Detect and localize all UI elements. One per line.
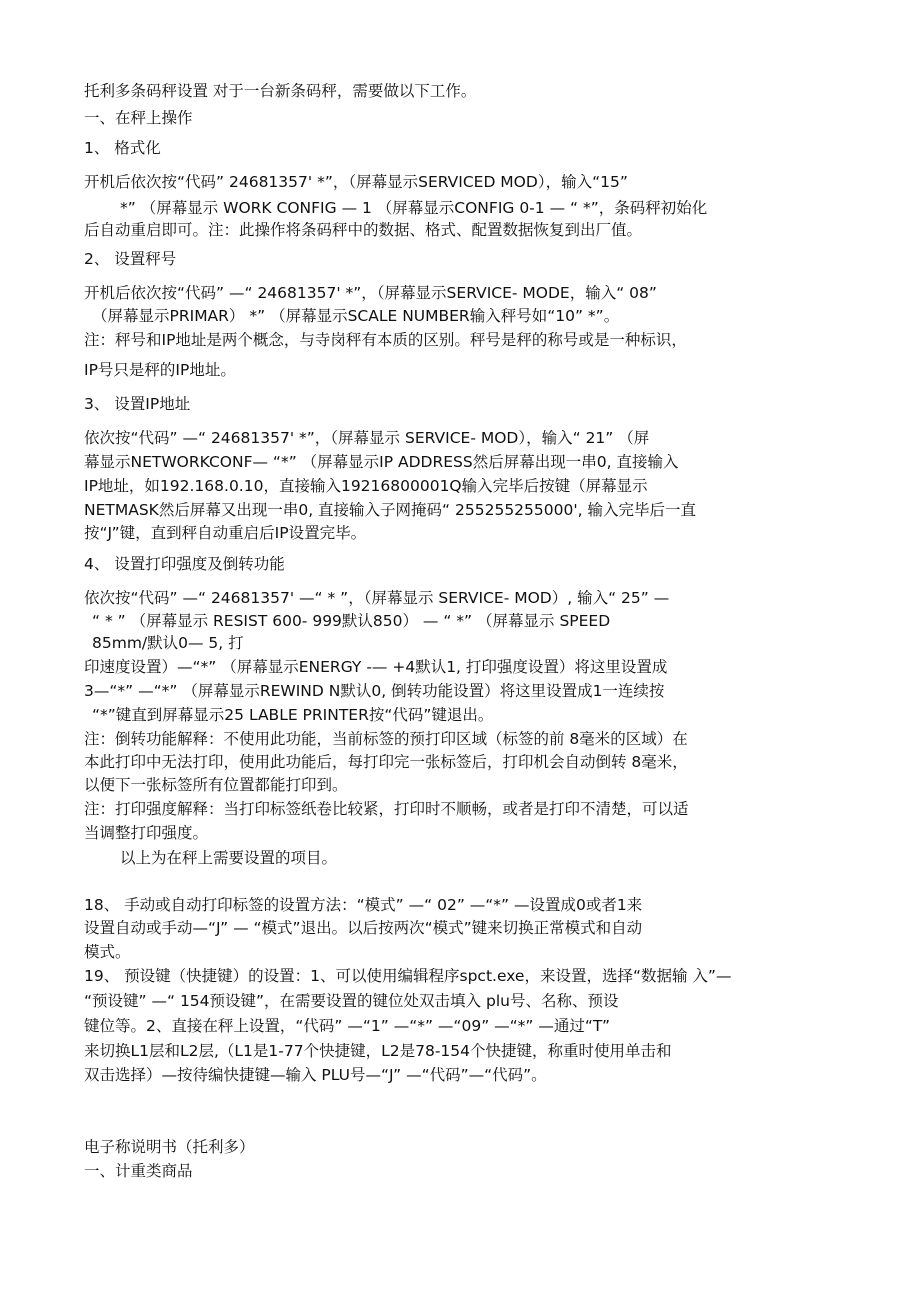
ip-line: IP地址，如192.168.0.10，直接输入19216800001Q输入完毕后按键（屏幕显示: [84, 477, 648, 495]
scale-number-line: IP号只是秤的IP地址。: [84, 361, 236, 379]
item19-line: 双击选择）—按待编快捷键—输入 PLU号—“J” —“代码”—“代码”。: [84, 1066, 547, 1084]
item-heading-print: 4、 设置打印强度及倒转功能: [84, 555, 285, 573]
manual-title: 电子称说明书（托利多）: [84, 1138, 255, 1156]
item19-line: 19、 预设键（快捷键）的设置：1、可以使用编辑程序spct.exe，来设置，选择“数据输 入”—: [84, 967, 732, 985]
note-line: 注：打印强度解释：当打印标签纸卷比较紧，打印时不顺畅，或者是打印不清楚，可以适: [84, 800, 689, 818]
scale-number-line: 开机后依次按“代码” —“ 24681357' *”，（屏幕显示SERVICE- MODE，输入“ 08”: [84, 284, 657, 302]
item19-line: 键位等。2、直接在秤上设置，“代码” —“1” —“*” —“09” —“*” —通过“T”: [84, 1017, 611, 1035]
format-line: 后自动重启即可。注：此操作将条码秤中的数据、格式、配置数据恢复到出厂值。: [84, 221, 643, 239]
format-line: *” （屏幕显示 WORK CONFIG — 1 （屏幕显示CONFIG 0-1 — “ *”，条码秤初始化: [120, 199, 708, 217]
item19-line: 来切换L1层和L2层,（L1是1-77个快捷键，L2是78-154个快捷键，称重时使用单击和: [84, 1042, 672, 1060]
print-line: 85mm/默认0— 5, 打: [92, 634, 244, 652]
item-heading-ip: 3、 设置IP地址: [84, 395, 191, 413]
print-line: 依次按“代码” —“ 24681357' —“ * ”，（屏幕显示 SERVICE- MOD）, 输入“ 25” —: [84, 589, 670, 607]
item19-line: “预设键” —“ 154预设键”，在需要设置的键位处双击填入 plu号、名称、预设: [84, 992, 619, 1010]
doc-title: 托利多条码秤设置 对于一台新条码秤，需要做以下工作。: [84, 82, 477, 100]
scale-number-line: （屏幕显示PRIMAR） *” （屏幕显示SCALE NUMBER输入秤号如“10” *”。: [92, 307, 620, 325]
summary-line: 以上为在秤上需要设置的项目。: [120, 849, 338, 867]
ip-line: 幕显示NETWORKCONF— “*” （屏幕显示IP ADDRESS然后屏幕出现一串0, 直接输入: [84, 453, 679, 471]
ip-line: NETMASK然后屏幕又出现一串0, 直接输入子网掩码“ 255255255000', 输入完毕后一直: [84, 501, 696, 519]
format-line: 开机后依次按“代码” 24681357' *”，（屏幕显示SERVICED MOD），输入“15”: [84, 173, 628, 191]
print-line: 3—“*” —“*” （屏幕显示REWIND N默认0, 倒转功能设置）将这里设置成1一连续按: [84, 682, 665, 700]
note-line: 当调整打印强度。: [84, 824, 209, 842]
note-line: 以便下一张标签所有位置都能打印到。: [84, 776, 348, 794]
manual-section-heading: 一、计重类商品: [84, 1162, 193, 1180]
item18-line: 设置自动或手动—“J” — “模式”退出。以后按两次“模式”键来切换正常模式和自动: [84, 919, 643, 937]
item18-line: 模式。: [84, 943, 131, 961]
item-heading-format: 1、 格式化: [84, 139, 161, 157]
print-line: “ * ” （屏幕显示 RESIST 600- 999默认850） — “ *” （屏幕显示 SPEED: [92, 612, 611, 630]
section-heading-1: 一、在秤上操作: [84, 109, 193, 127]
print-line: “*”键直到屏幕显示25 LABLE PRINTER按“代码”键退出。: [92, 706, 494, 724]
ip-line: 依次按“代码” —“ 24681357' *”，（屏幕显示 SERVICE- MOD），输入“ 21” （屏: [84, 429, 650, 447]
item18-line: 18、 手动或自动打印标签的设置方法：“模式” —“ 02” —“*” —设置成0或者1来: [84, 896, 643, 914]
print-line: 印速度设置）—“*” （屏幕显示ENERGY -— +4默认1, 打印强度设置）将这里设置成: [84, 658, 668, 676]
ip-line: 按“J”键，直到秤自动重启后IP设置完毕。: [84, 524, 367, 542]
item-heading-scale-number: 2、 设置秤号: [84, 250, 177, 268]
note-line: 本此打印中无法打印，使用此功能后，每打印完一张标签后，打印机会自动倒转 8毫米，: [84, 753, 688, 771]
scale-number-line: 注：秤号和IP地址是两个概念，与寺岗秤有本质的区别。秤号是秤的称号或是一种标识，: [84, 331, 687, 349]
note-line: 注：倒转功能解释：不使用此功能，当前标签的预打印区域（标签的前 8毫米的区域）在: [84, 730, 688, 748]
